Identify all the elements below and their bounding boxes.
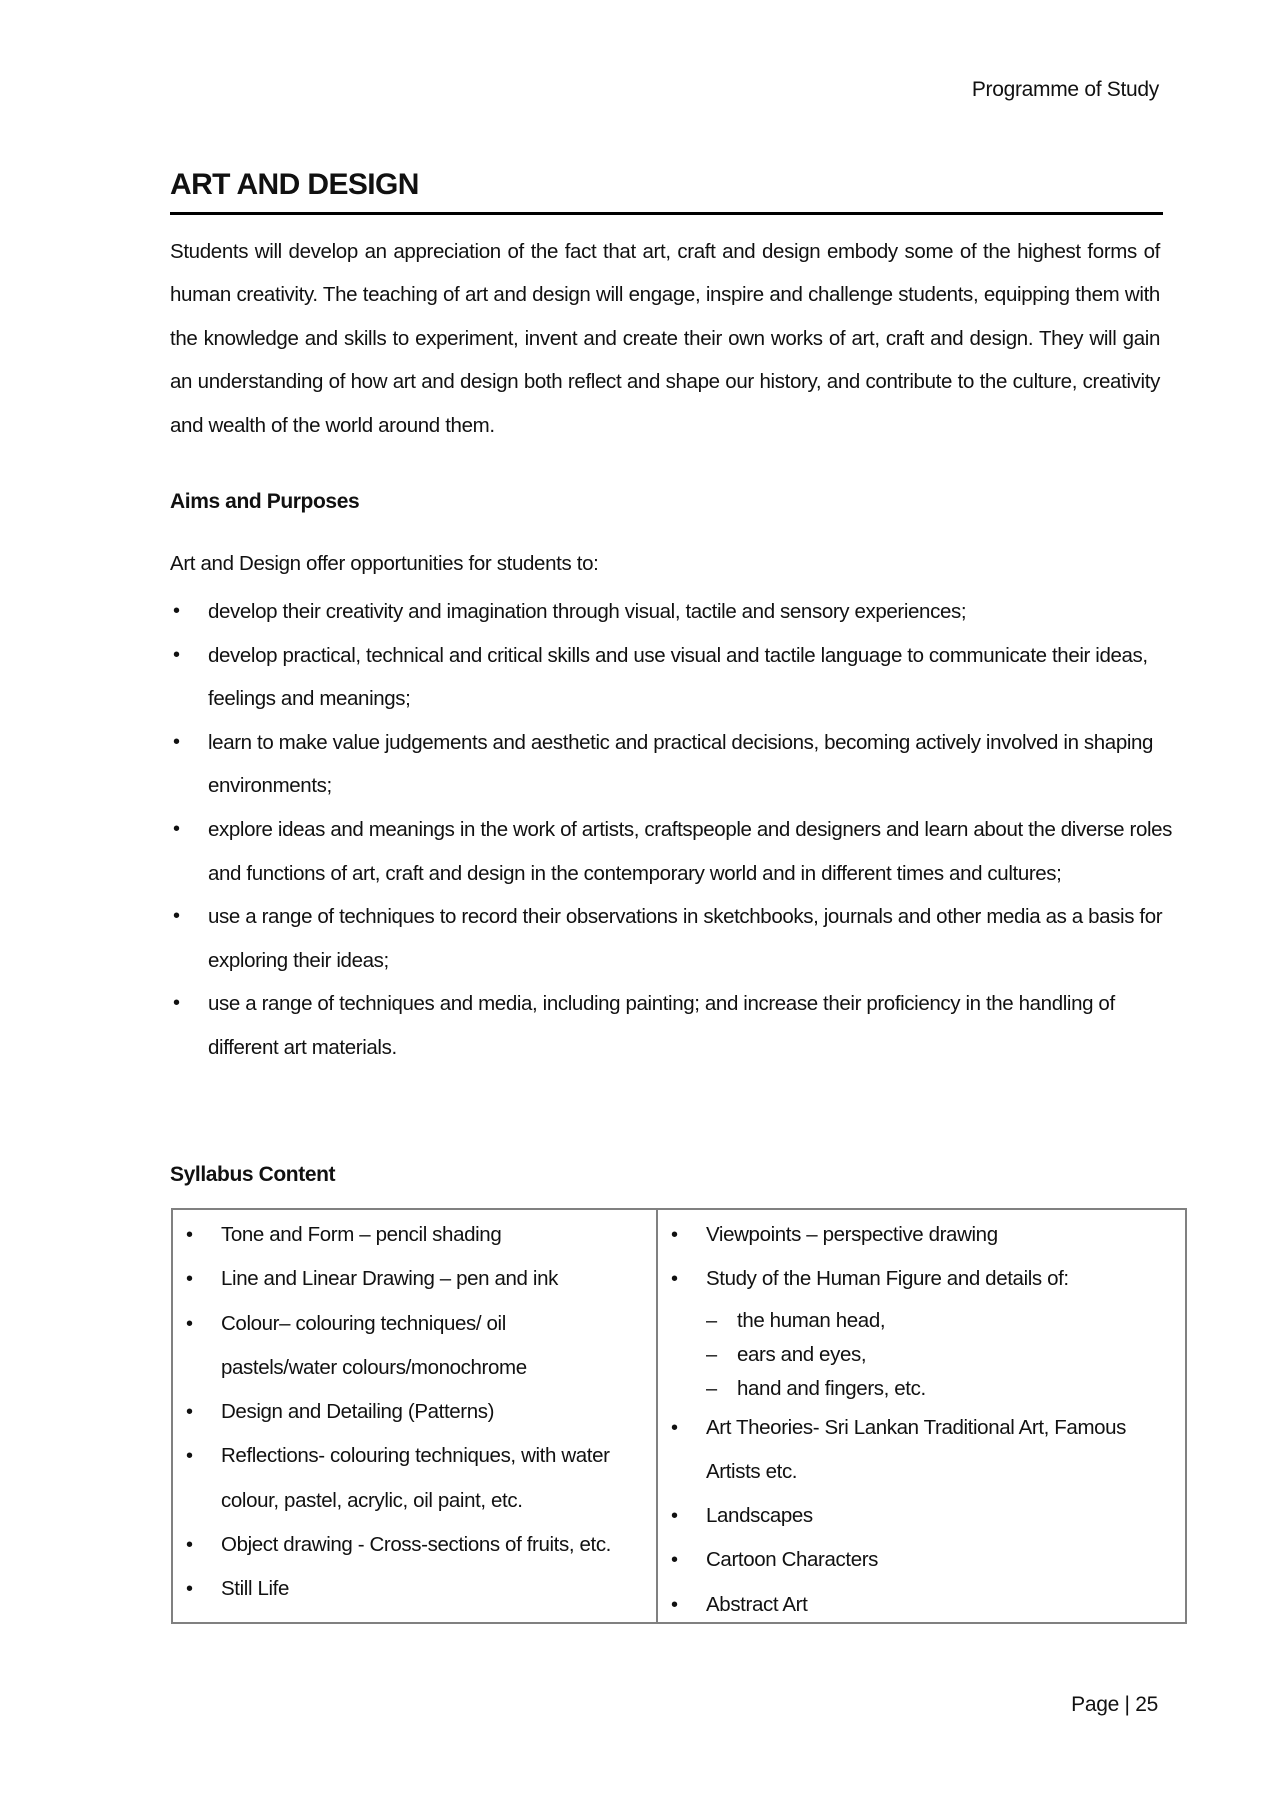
list-item-continuation: pastels/water colours/monochrome [221, 1355, 527, 1379]
aims-list [170, 590, 1180, 1070]
syllabus-right-list [658, 1213, 1126, 1627]
list-item: • use a range of techniques and media, including painting; and increase their proficiency in the handling of different art materials. [170, 982, 1180, 1069]
list-item: • Abstract Art [658, 1583, 1126, 1627]
running-header: Programme of Study [971, 78, 1159, 101]
syllabus-heading: Syllabus Content [170, 1163, 336, 1186]
intro-paragraph: Students will develop an appreciation of the fact that art, craft and design embody some of the highest forms of human creativity. The teaching of art and design will engage, inspire and challenge students, equipping them with the knowledge and skills to experiment, invent and create their own works of art, craft and design. They will gain an understanding of how art and design both reflect and shape our history, and contribute to the culture, creativity and wealth of the world around them. [170, 240, 1160, 437]
list-item: • Still Life [173, 1567, 611, 1611]
list-item: • Tone and Form – pencil shading [173, 1213, 611, 1257]
syllabus-left-column [173, 1210, 658, 1622]
list-item: • Design and Detailing (Patterns) [173, 1390, 611, 1434]
syllabus-left-list [173, 1213, 611, 1612]
list-item: • Cartoon Characters [658, 1538, 1126, 1582]
list-item: • Viewpoints – perspective drawing [658, 1213, 1126, 1257]
sub-list-item: – the human head, [658, 1304, 1126, 1338]
list-item: • Reflections- colouring techniques, with water [173, 1434, 611, 1478]
list-item: • develop practical, technical and critical skills and use visual and tactile language to communicate their ideas, feelings and meanings; [170, 634, 1180, 721]
list-item: • Line and Linear Drawing – pen and ink [173, 1257, 611, 1301]
list-item: • Landscapes [658, 1494, 1126, 1538]
syllabus-table [171, 1208, 1187, 1624]
aims-heading: Aims and Purposes [170, 490, 360, 513]
human-figure-details [658, 1304, 1126, 1406]
page-number: Page | 25 [1071, 1693, 1158, 1716]
title-rule [170, 212, 1163, 215]
list-item-continuation: colour, pastel, acrylic, oil paint, etc. [221, 1488, 523, 1512]
list-item: • Study of the Human Figure and details of: [658, 1257, 1126, 1301]
list-item-continuation: Artists etc. [706, 1459, 798, 1483]
syllabus-right-column [658, 1210, 1185, 1622]
list-item: • Art Theories- Sri Lankan Traditional Art, Famous [658, 1406, 1126, 1450]
list-item: • Object drawing - Cross-sections of fruits, etc. [173, 1523, 611, 1567]
list-item: • Colour– colouring techniques/ oil [173, 1302, 611, 1346]
sub-list-item: – hand and fingers, etc. [658, 1372, 1126, 1406]
aims-lead: Art and Design offer opportunities for students to: [170, 552, 599, 575]
page-title: ART AND DESIGN [170, 168, 419, 201]
sub-list-wrapper [658, 1304, 1126, 1406]
sub-list-item: – ears and eyes, [658, 1338, 1126, 1372]
list-item: • develop their creativity and imagination through visual, tactile and sensory experiences; [170, 590, 1180, 634]
list-item: • use a range of techniques to record their observations in sketchbooks, journals and other media as a basis for exploring their ideas; [170, 895, 1180, 982]
list-item: • learn to make value judgements and aesthetic and practical decisions, becoming actively involved in shaping environments; [170, 721, 1180, 808]
list-item: • explore ideas and meanings in the work of artists, craftspeople and designers and learn about the diverse roles and functions of art, craft and design in the contemporary world and in different times and cultures; [170, 808, 1180, 895]
